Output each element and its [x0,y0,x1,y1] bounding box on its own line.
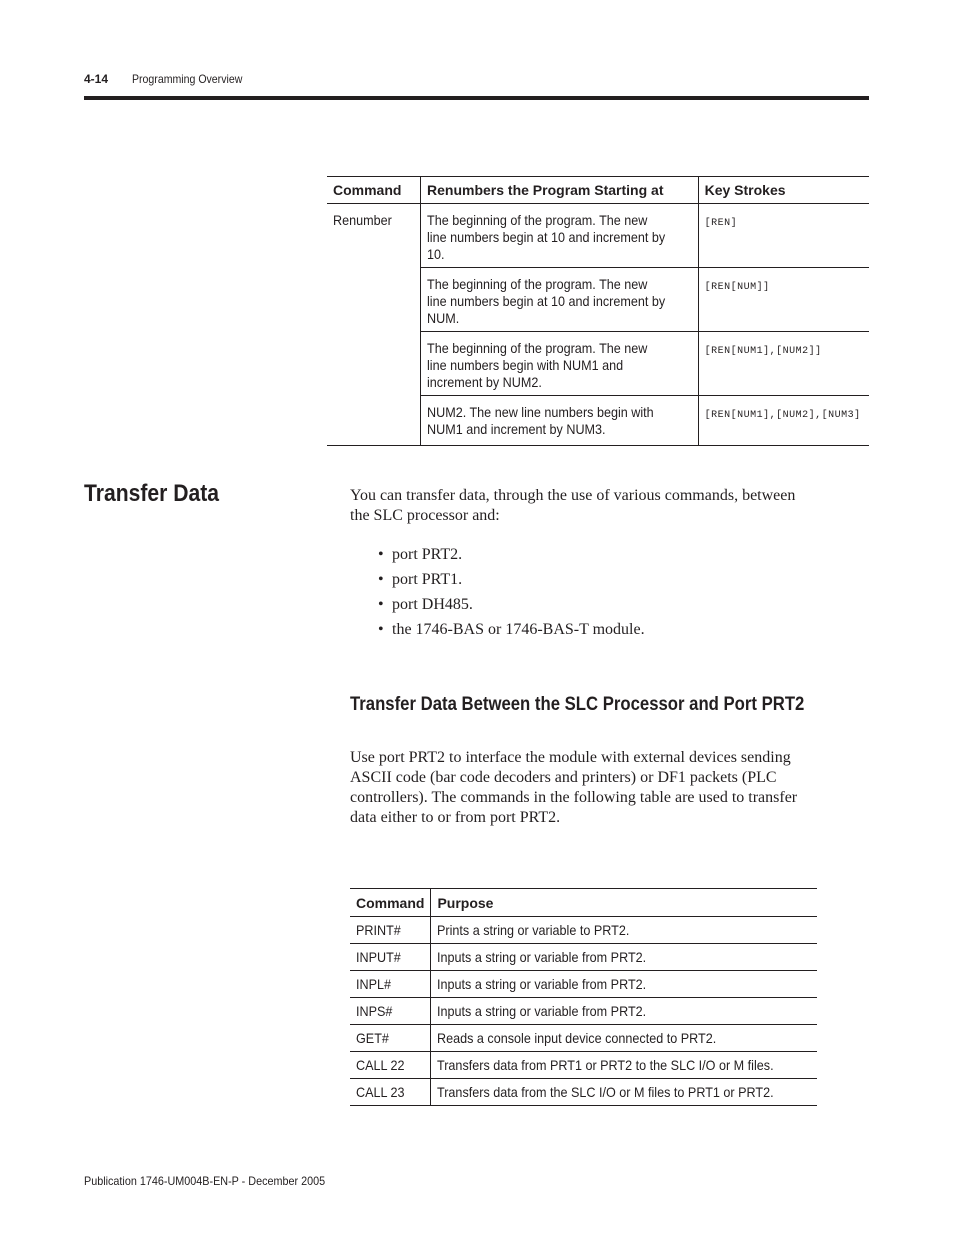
description-cell: The beginning of the program. The new line numbers begin with NUM1 and increment by NUM2. [421,332,699,396]
purpose-cell: Inputs a string or variable from PRT2. [431,971,817,998]
table-row [350,944,817,971]
purpose-cell: Inputs a string or variable from PRT2. [431,944,817,971]
bullet-list [378,545,645,645]
list-item: • the 1746-BAS or 1746-BAS-T module. [378,621,645,638]
column-header: Key Strokes [698,177,869,204]
table-row [350,1052,817,1079]
keystroke-cell: [REN] [698,204,869,268]
command-cell: INPS# [350,998,431,1025]
command-cell: GET# [350,1025,431,1052]
page-number: 4-14 [84,72,109,86]
column-header: Command [350,889,431,917]
command-cell: INPUT# [350,944,431,971]
purpose-cell: Transfers data from the SLC I/O or M files to PRT1 or PRT2. [431,1079,817,1106]
keystroke-cell: [REN[NUM1],[NUM2]] [698,332,869,396]
renumber-table [327,176,869,446]
header-rule [84,96,869,100]
subsection-heading: Transfer Data Between the SLC Processor and Port PRT2 [350,694,805,715]
description-cell: The beginning of the program. The new line numbers begin at 10 and increment by NUM. [421,268,699,332]
table-header-row [327,177,869,204]
command-cell: INPL# [350,971,431,998]
table-row [350,1079,817,1106]
table-row [350,971,817,998]
command-cell: CALL 23 [350,1079,431,1106]
list-item: • port PRT2. [378,546,463,563]
purpose-cell: Inputs a string or variable from PRT2. [431,998,817,1025]
intro-paragraph: You can transfer data, through the use of various commands, between the SLC processor and: [350,487,796,524]
command-cell: Renumber [327,204,421,446]
keystroke-cell: [REN[NUM]] [698,268,869,332]
command-cell: CALL 22 [350,1052,431,1079]
chapter-title: Programming Overview [132,72,243,86]
purpose-cell: Reads a console input device connected to PRT2. [431,1025,817,1052]
keystroke-cell: [REN[NUM1],[NUM2],[NUM3] [698,396,869,446]
list-item: • port PRT1. [378,571,463,588]
subsection-paragraph: Use port PRT2 to interface the module with external devices sending ASCII code (bar code decoders and printers) or DF1 packets (PLC controllers). The commands in the following table are used to transfer data either to or from port PRT2. [350,749,798,826]
command-cell: PRINT# [350,917,431,944]
purpose-cell: Prints a string or variable to PRT2. [431,917,817,944]
column-header: Command [327,177,421,204]
table-row [327,204,869,268]
table-header-row [350,889,817,917]
section-heading: Transfer Data [84,480,219,507]
description-cell: The beginning of the program. The new line numbers begin at 10 and increment by 10. [421,204,699,268]
table-row [350,998,817,1025]
publication-footer: Publication 1746-UM004B-EN-P - December 2005 [84,1174,326,1188]
column-header: Purpose [431,889,817,917]
description-cell: NUM2. The new line numbers begin with NUM1 and increment by NUM3. [421,396,699,446]
list-item: • port DH485. [378,596,473,613]
command-table [350,888,817,1106]
purpose-cell: Transfers data from PRT1 or PRT2 to the SLC I/O or M files. [431,1052,817,1079]
table-row [350,1025,817,1052]
column-header: Renumbers the Program Starting at [421,177,699,204]
table-row [350,917,817,944]
